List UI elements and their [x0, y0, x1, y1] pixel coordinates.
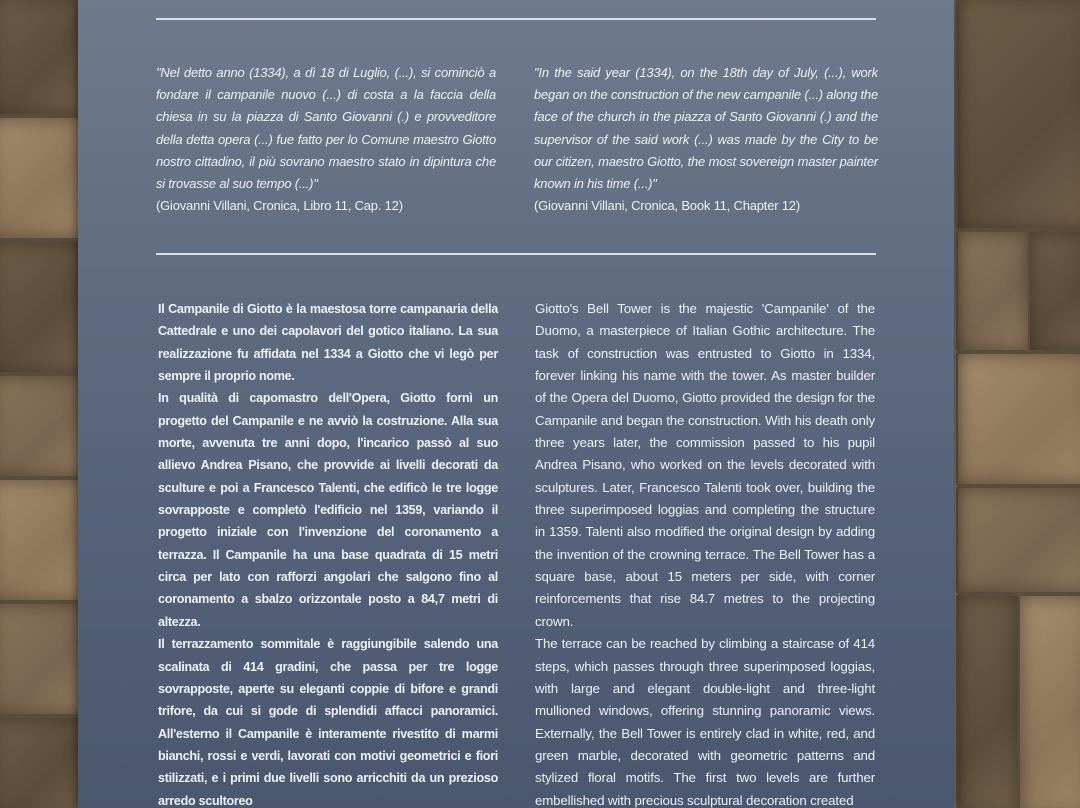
quote-italian-text: "Nel detto anno (1334), a dì 18 di Luglio, (...), si cominciò a fondare il campanile nuovo (...) di costa a la faccia della chiesa in su la piazza di Santo Giovanni (.) e provveditore della detta opera (...) fue fatto per lo Comune maestro Giotto nostro cittadino, il più sovrano maestro stato in dipintura che si trovasse al suo tempo (...)"	[156, 65, 496, 192]
middle-divider-line	[156, 253, 876, 255]
stone-block	[956, 486, 1080, 594]
stone-block	[1018, 594, 1080, 808]
stone-block	[0, 602, 86, 716]
body-english-paragraph-1: Giotto's Bell Tower is the majestic 'Campanile' of the Duomo, a masterpiece of Italian Gothic architecture. The task of construction was entrusted to Giotto in 1334, forever linking his name with the tower. As master builder of the Opera del Duomo, Giotto provided the design for the Campanile and began the construction. With his death only three years later, the commission passed to his pupil Andrea Pisano, who worked on the levels decorated with sculptures. Later, Francesco Talenti took over, building the three superimposed loggias and completing the structure in 1359. Talenti also modified the original design by adding the invention of the crowning terrace. The Bell Tower has a square base, about 15 meters per side, with corner reinforcements that rise 84.7 metres to the projecting crown.	[535, 301, 875, 629]
stone-block	[0, 0, 86, 116]
stone-block	[956, 594, 1020, 808]
stone-block	[0, 478, 86, 602]
body-italian-paragraph-3: Il terrazzamento sommitale è raggiungibile salendo una scalinata di 414 gradini, che passa per tre logge sovrapposte, aperte su eleganti coppie di bifore e grandi trifore, da cui si gode di splendidi affacci panoramici. All'esterno il Campanile è interamente rivestito di marmi bianchi, rossi e verdi, lavorati con motivi geometrici e fiori stilizzati, e i primi due livelli sono arricchiti da un prezioso arredo scultoreo	[158, 637, 498, 808]
stone-block	[956, 0, 1080, 230]
body-english-paragraph-2: The terrace can be reached by climbing a staircase of 414 steps, which passes through three superimposed loggias, with large and elegant double-light and three-light mullioned windows, offering stunning panoramic views. Externally, the Bell Tower is entirely clad in white, red, and green marble, decorated with geometric patterns and stylized floral motifs. The first two levels are further embellished with precious sculptural decoration created	[535, 636, 875, 808]
stone-block	[0, 116, 86, 240]
body-english	[535, 298, 875, 808]
stone-block	[956, 352, 1080, 486]
quote-english	[534, 62, 878, 217]
stone-block	[956, 230, 1030, 352]
quote-english-citation: (Giovanni Villani, Cronica, Book 11, Chapter 12)	[534, 198, 800, 214]
quote-italian-citation: (Giovanni Villani, Cronica, Libro 11, Cap. 12)	[156, 198, 403, 214]
quote-english-text: "In the said year (1334), on the 18th day of July, (...), work began on the construction of the new campanile (...) along the face of the church in the piazza of Santo Giovanni (.) and the supervisor of the said work (...) was made by the City to be our citizen, maestro Giotto, the most sovereign master painter known in his time (...)"	[534, 65, 878, 192]
body-italian	[158, 298, 498, 808]
stone-block	[0, 240, 86, 374]
stone-block	[0, 374, 86, 478]
body-italian-paragraph-2: In qualità di capomastro dell'Opera, Giotto fornì un progetto del Campanile e ne avviò la costruzione. Alla sua morte, avvenuta tre anni dopo, l'incarico passò al suo allievo Andrea Pisano, che provvide ai livelli decorati da sculture e poi a Francesco Talenti, che edificò le tre logge sovrapposte e completò l'edificio nel 1359, variando il progetto iniziale con l'invenzione del coronamento a terrazza. Il Campanile ha una base quadrata di 15 metri circa per lato con rafforzi angolari che salgono fino al coronamento a sbalzo orizzontale posto a 84,7 metri di altezza.	[158, 391, 498, 629]
information-sign-panel	[78, 0, 954, 808]
stone-block	[1028, 230, 1080, 352]
stone-block	[0, 716, 86, 808]
quote-italian	[156, 62, 496, 217]
top-divider-line	[156, 18, 876, 20]
body-italian-paragraph-1: Il Campanile di Giotto è la maestosa torre campanaria della Cattedrale e uno dei capolavori del gotico italiano. La sua realizzazione fu affidata nel 1334 a Giotto che vi legò per sempre il proprio nome.	[158, 302, 498, 384]
